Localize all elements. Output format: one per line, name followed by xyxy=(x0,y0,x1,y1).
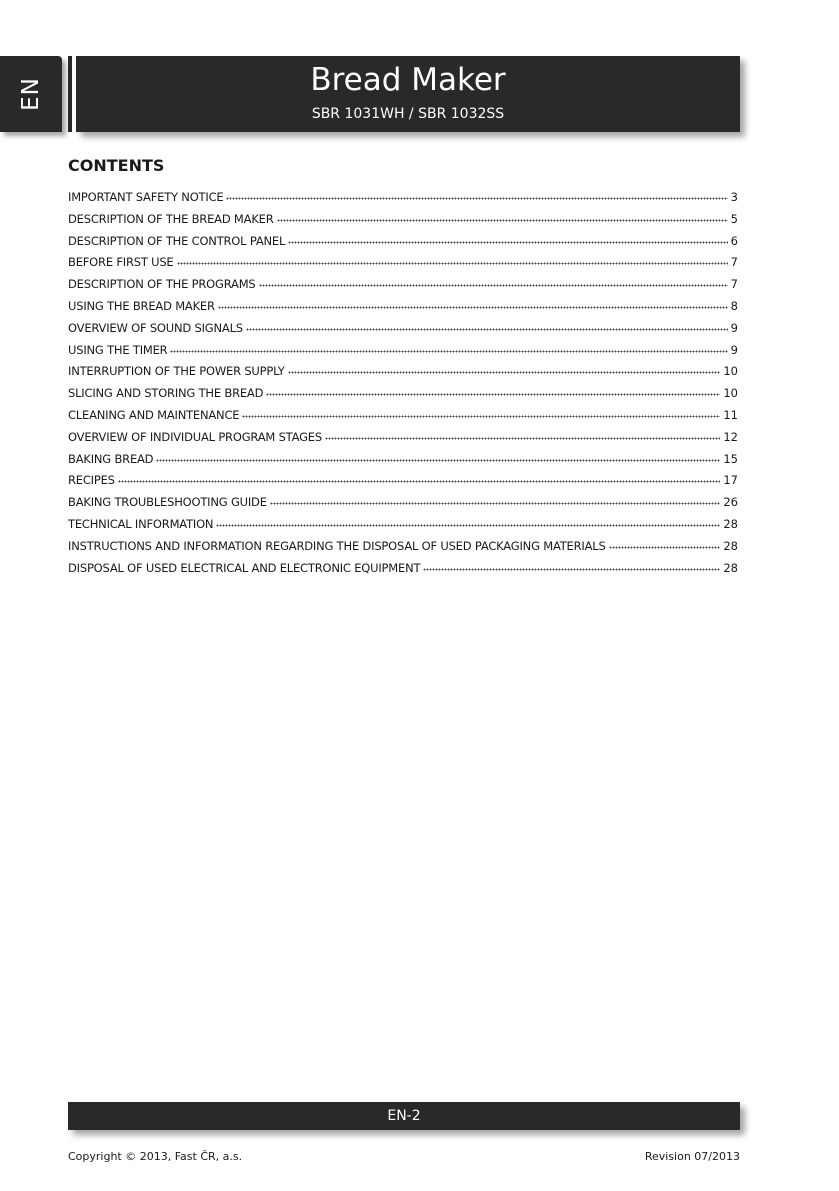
toc-entry[interactable] xyxy=(68,234,738,256)
toc-entry[interactable] xyxy=(68,539,738,561)
toc-dot-leader xyxy=(288,371,721,374)
toc-entry-title: DESCRIPTION OF THE BREAD MAKER xyxy=(68,211,274,226)
toc-entry-page: 9 xyxy=(730,342,738,357)
toc-entry-page: 28 xyxy=(723,538,738,553)
toc-entry[interactable] xyxy=(68,364,738,386)
toc-entry-title: RECIPES xyxy=(68,473,115,488)
language-tab-label: EN xyxy=(18,77,44,111)
toc-dot-leader xyxy=(218,306,728,309)
toc-entry[interactable] xyxy=(68,473,738,495)
toc-dot-leader xyxy=(226,197,727,200)
toc-entry-title: BAKING TROUBLESHOOTING GUIDE xyxy=(68,495,267,510)
toc-entry-page: 6 xyxy=(730,233,738,248)
toc-entry-title: INTERRUPTION OF THE POWER SUPPLY xyxy=(68,364,285,379)
contents-heading: CONTENTS xyxy=(68,156,165,175)
toc-entry[interactable] xyxy=(68,321,738,343)
toc-entry-title: BAKING BREAD xyxy=(68,451,154,466)
footer-bar xyxy=(68,1102,740,1130)
toc-dot-leader xyxy=(156,459,720,462)
toc-entry[interactable] xyxy=(68,255,738,277)
model-subtitle: SBR 1031WH / SBR 1032SS xyxy=(311,106,505,122)
toc-entry-title: OVERVIEW OF SOUND SIGNALS xyxy=(68,320,243,335)
toc-entry-title: DESCRIPTION OF THE CONTROL PANEL xyxy=(68,233,286,248)
toc-entry-page: 5 xyxy=(730,211,738,226)
page-number: EN-2 xyxy=(387,1108,421,1124)
toc-entry[interactable] xyxy=(68,212,738,234)
toc-entry-page: 26 xyxy=(723,495,738,510)
toc-entry-title: BEFORE FIRST USE xyxy=(68,255,174,270)
toc-entry-title: IMPORTANT SAFETY NOTICE xyxy=(68,190,224,204)
toc-dot-leader xyxy=(288,241,728,244)
toc-entry-page: 9 xyxy=(730,320,738,335)
toc-dot-leader xyxy=(325,437,720,440)
toc-entry-page: 7 xyxy=(730,255,738,270)
toc-entry-title: DISPOSAL OF USED ELECTRICAL AND ELECTRONIC EQUIPMENT xyxy=(68,560,421,575)
header-divider xyxy=(68,56,72,132)
toc-entry[interactable] xyxy=(68,452,738,474)
toc-entry[interactable] xyxy=(68,408,738,430)
toc-dot-leader xyxy=(259,284,728,287)
toc-entry[interactable] xyxy=(68,561,738,583)
toc-entry[interactable] xyxy=(68,430,738,452)
toc-entry[interactable] xyxy=(68,299,738,321)
toc-entry-title: USING THE BREAD MAKER xyxy=(68,298,215,313)
table-of-contents xyxy=(68,190,738,582)
toc-entry-page: 28 xyxy=(723,560,738,575)
toc-entry[interactable] xyxy=(68,277,738,299)
toc-dot-leader xyxy=(242,415,720,418)
toc-entry[interactable] xyxy=(68,495,738,517)
toc-entry[interactable] xyxy=(68,386,738,408)
toc-entry-page: 3 xyxy=(730,190,738,204)
toc-dot-leader xyxy=(246,328,728,331)
toc-entry-title: SLICING AND STORING THE BREAD xyxy=(68,386,264,401)
toc-entry[interactable] xyxy=(68,517,738,539)
toc-entry-page: 8 xyxy=(730,298,738,313)
toc-entry-title: CLEANING AND MAINTENANCE xyxy=(68,407,240,422)
toc-entry-page: 11 xyxy=(723,407,738,422)
toc-entry-page: 10 xyxy=(723,386,738,401)
toc-entry-page: 12 xyxy=(723,429,738,444)
toc-dot-leader xyxy=(609,546,721,549)
toc-entry-title: DESCRIPTION OF THE PROGRAMS xyxy=(68,277,256,292)
toc-entry-page: 10 xyxy=(723,364,738,379)
copyright-notice: Copyright © 2013, Fast ČR, a.s. xyxy=(68,1150,243,1163)
page-title: Bread Maker xyxy=(310,62,506,98)
toc-dot-leader xyxy=(266,393,720,396)
toc-entry-title: TECHNICAL INFORMATION xyxy=(68,516,214,531)
page-header xyxy=(76,56,740,132)
toc-entry[interactable] xyxy=(68,343,738,365)
toc-dot-leader xyxy=(423,568,720,571)
toc-entry-title: USING THE TIMER xyxy=(68,342,168,357)
toc-entry-page: 15 xyxy=(723,451,738,466)
toc-entry-title: INSTRUCTIONS AND INFORMATION REGARDING THE DISPOSAL OF USED PACKAGING MATERIALS xyxy=(68,538,606,553)
toc-dot-leader xyxy=(170,350,727,353)
toc-entry-page: 28 xyxy=(723,516,738,531)
toc-dot-leader xyxy=(277,219,728,222)
toc-dot-leader xyxy=(177,262,728,265)
toc-entry[interactable] xyxy=(68,190,738,212)
toc-dot-leader xyxy=(216,524,720,527)
toc-dot-leader xyxy=(118,480,721,483)
language-tab xyxy=(0,56,62,132)
toc-dot-leader xyxy=(270,502,721,505)
toc-entry-title: OVERVIEW OF INDIVIDUAL PROGRAM STAGES xyxy=(68,429,322,444)
toc-entry-page: 7 xyxy=(730,277,738,292)
toc-entry-page: 17 xyxy=(723,473,738,488)
revision-label: Revision 07/2013 xyxy=(644,1150,740,1163)
